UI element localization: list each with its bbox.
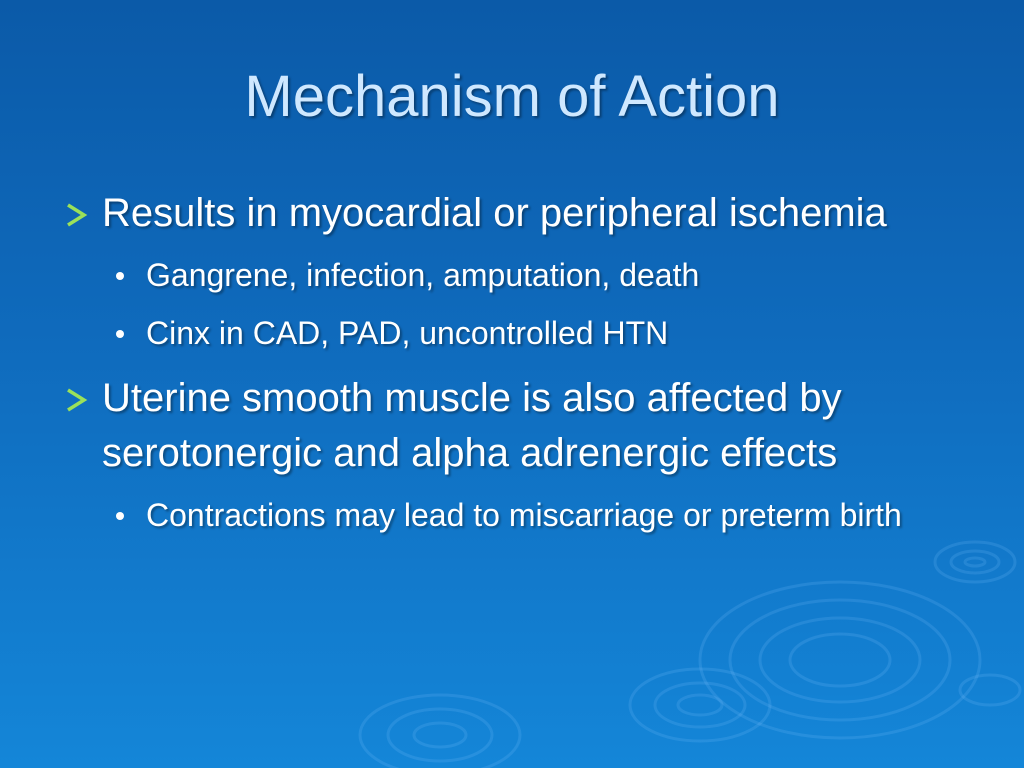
dot-bullet-icon [116,512,124,520]
sub-bullet-item [60,251,960,299]
dot-bullet-icon [116,272,124,280]
sub-bullet-text: Contractions may lead to miscarriage or preterm birth [146,497,902,533]
dot-bullet-icon [116,330,124,338]
sub-bullet-item [60,491,960,539]
sub-bullet-item [60,309,960,357]
sub-bullet-text: Gangrene, infection, amputation, death [146,257,700,293]
arrow-bullet-icon [64,202,90,228]
bullet-item [60,371,960,481]
bullet-item [60,186,960,241]
sub-bullet-text: Cinx in CAD, PAD, uncontrolled HTN [146,315,669,351]
bullet-text: Uterine smooth muscle is also affected by serotonergic and alpha adrenergic effects [102,376,842,475]
slide-title: Mechanism of Action [244,64,780,129]
arrow-bullet-icon [64,387,90,413]
slide-body [60,186,960,539]
bullet-text: Results in myocardial or peripheral ischemia [102,191,887,235]
